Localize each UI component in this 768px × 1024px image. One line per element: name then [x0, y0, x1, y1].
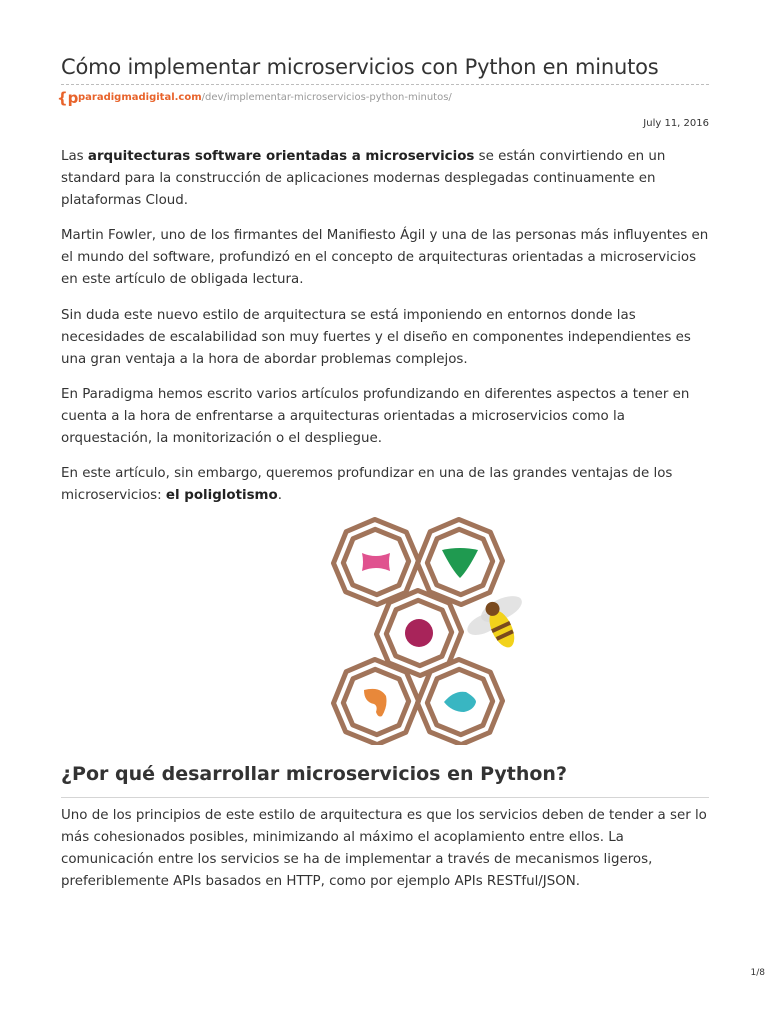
hex-cell-green	[409, 515, 511, 613]
bold-polyglot: el poliglotismo	[165, 488, 278, 503]
hex-cell-orange	[325, 651, 427, 745]
source-url[interactable]	[78, 92, 452, 103]
source-path[interactable]: /dev/implementar-microservicios-python-minutos/	[201, 92, 452, 103]
paragraph-intro: Las arquitecturas software orientadas a microservicios se están convirtiendo en un standard para la construcción de aplicaciones modernas desplegadas continuamente en plataformas Cloud.	[61, 149, 666, 208]
paradigma-logo-icon: {p	[57, 89, 79, 107]
publish-date: July 11, 2016	[643, 118, 709, 129]
heading-divider	[61, 797, 709, 798]
paragraph-principles: Uno de los principios de este estilo de arquitectura es que los servicios deben de tender a ser lo más cohesionados posibles, minimizando al máximo el acoplamiento entre ellos. La comunicación entre los servicios se ha de implementar a través de mecanismos ligeros, preferiblemente APIs basados en HTTP, como por ejemplo APIs RESTful/JSON.	[61, 808, 707, 889]
source-domain[interactable]: paradigmadigital.com	[78, 92, 202, 103]
source-line	[57, 84, 709, 107]
hex-cell-crimson	[368, 582, 470, 684]
honeycomb-bee-illustration	[319, 515, 549, 745]
paragraph-fowler: Martin Fowler, uno de los firmantes del Manifiesto Ágil y una de las personas más influyentes en el mundo del software, profundizó en el concepto de arquitecturas orientadas a microservicios en este artículo de obligada lectura.	[61, 228, 709, 287]
paragraph-scalability: Sin duda este nuevo estilo de arquitectura se está imponiendo en entornos donde las necesidades de escalabilidad son muy fuertes y el diseño en componentes independientes es una gran ventaja a la hora de abordar problemas complejos.	[61, 308, 691, 367]
paragraph-paradigma: En Paradigma hemos escrito varios artículos profundizando en diferentes aspectos a tener en cuenta a la hora de enfrentarse a arquitecturas orientadas a microservicios como la orquestación, la monitorización o el despliegue.	[61, 387, 690, 446]
page-title: Cómo implementar microservicios con Python en minutos	[61, 55, 659, 79]
paragraph-polyglot: En este artículo, sin embargo, queremos profundizar en una de las grandes ventajas de los microservicios: el poliglotismo.	[61, 466, 673, 503]
page-number: 1/8	[750, 968, 765, 978]
hex-cell-pink	[325, 515, 427, 613]
bold-keyword: arquitecturas software orientadas a microservicios	[87, 149, 475, 164]
section-heading: ¿Por qué desarrollar microservicios en Python?	[61, 763, 567, 785]
